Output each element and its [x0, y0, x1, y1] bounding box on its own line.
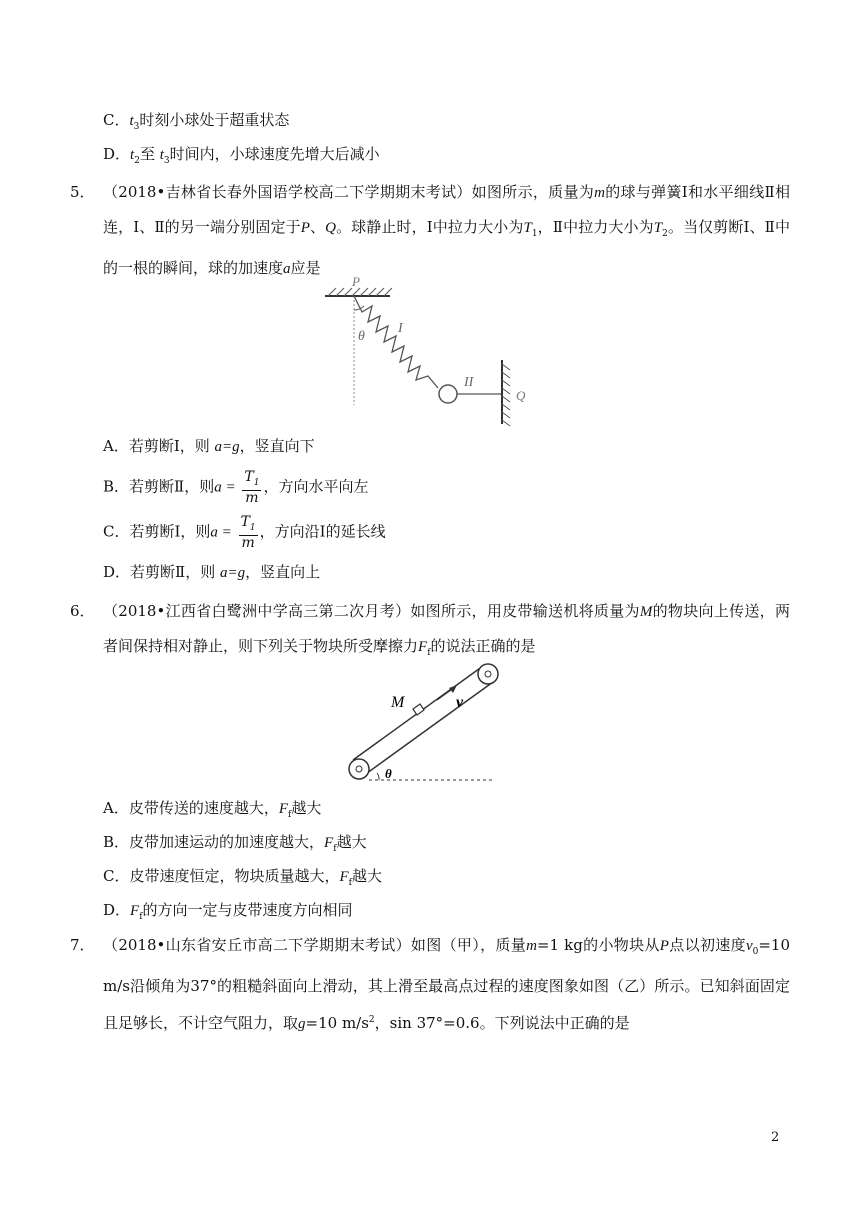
lower-pulley: [349, 759, 369, 779]
question-6: [70, 594, 790, 670]
q5-option-d[interactable]: D．若剪断Ⅱ，则 a=g，竖直向上: [103, 563, 321, 581]
question-number: 7．: [70, 936, 95, 954]
label-P: P: [352, 274, 360, 289]
spring-string-figure: [320, 270, 550, 430]
q6-option-b[interactable]: B．皮带加速运动的加速度越大，$F_f$越大: [103, 833, 367, 854]
question-stem: （2018•吉林省长春外国语学校高二下学期期末考试）如图所示，质量为m的球与弹簧Ⅰ和水平细线Ⅱ相连，Ⅰ、Ⅱ的另一端分别固定于P、Q。球静止时，Ⅰ中拉力大小为$T_1$，Ⅱ中拉力大小为$T_2$。当仅剪断Ⅰ、Ⅱ中的一根的瞬间，球的加速度a应是: [103, 183, 791, 277]
q5-option-c[interactable]: C．若剪断Ⅰ，则a = $\frac{T_1}{m}$ ，方向沿Ⅰ的延长线: [103, 514, 386, 551]
spring-I: [354, 296, 438, 388]
label-II: II: [464, 375, 474, 390]
conveyor-figure: [345, 660, 505, 785]
question-number: 6．: [70, 602, 95, 620]
label-M: M: [391, 694, 405, 711]
q5-option-b[interactable]: B．若剪断Ⅱ，则a = $\frac{T_1}{m}$ ，方向水平向左: [103, 469, 369, 506]
question-number: 5．: [70, 183, 95, 201]
label-Q: Q: [516, 388, 526, 403]
q5-option-a[interactable]: A．若剪断Ⅰ，则 a=g，竖直向下: [103, 437, 315, 455]
q6-option-d[interactable]: D．$F_f$的方向一定与皮带速度方向相同: [103, 901, 353, 922]
label-v: v: [456, 694, 464, 711]
block-M: [413, 704, 424, 715]
fraction: $\frac{T_1}{m}$: [240, 514, 256, 551]
question-7: [70, 928, 790, 1041]
label-theta: θ: [358, 329, 365, 344]
upper-pulley: [478, 664, 498, 684]
ball: [439, 385, 457, 403]
fraction: $\frac{T_1}{m}$: [244, 469, 260, 506]
page-number: 2: [771, 1130, 780, 1145]
q6-option-c[interactable]: C．皮带速度恒定，物块质量越大，$F_f$越大: [103, 867, 383, 888]
q6-option-a[interactable]: A．皮带传送的速度越大，$F_f$越大: [103, 799, 322, 820]
question-stem: （2018•江西省白鹭洲中学高三第二次月考）如图所示，用皮带输送机将质量为M的物块向上传送，两者间保持相对静止，则下列关于物块所受摩擦力$F_f$的说法正确的是: [103, 602, 790, 658]
question-stem: （2018•山东省安丘市高二下学期期末考试）如图（甲），质量m=1 kg的小物块从P点以初速度$v_0=10$ m/s沿倾角为37°的粗糙斜面向上滑动，其上滑至最高点过程的速度图象如图（乙）所示。已知斜面固定且足够长，不计空气阻力，取g=10 $m/s^2$，sin 37°=0.6。下列说法中正确的是: [103, 936, 790, 1032]
option-c-prev: C．$t_3$时刻小球处于超重状态: [103, 111, 290, 132]
label-theta: θ: [385, 766, 392, 781]
label-I: I: [398, 321, 403, 336]
option-d-prev: D．$t_2$至 $t_3$时间内，小球速度先增大后减小: [103, 145, 380, 166]
